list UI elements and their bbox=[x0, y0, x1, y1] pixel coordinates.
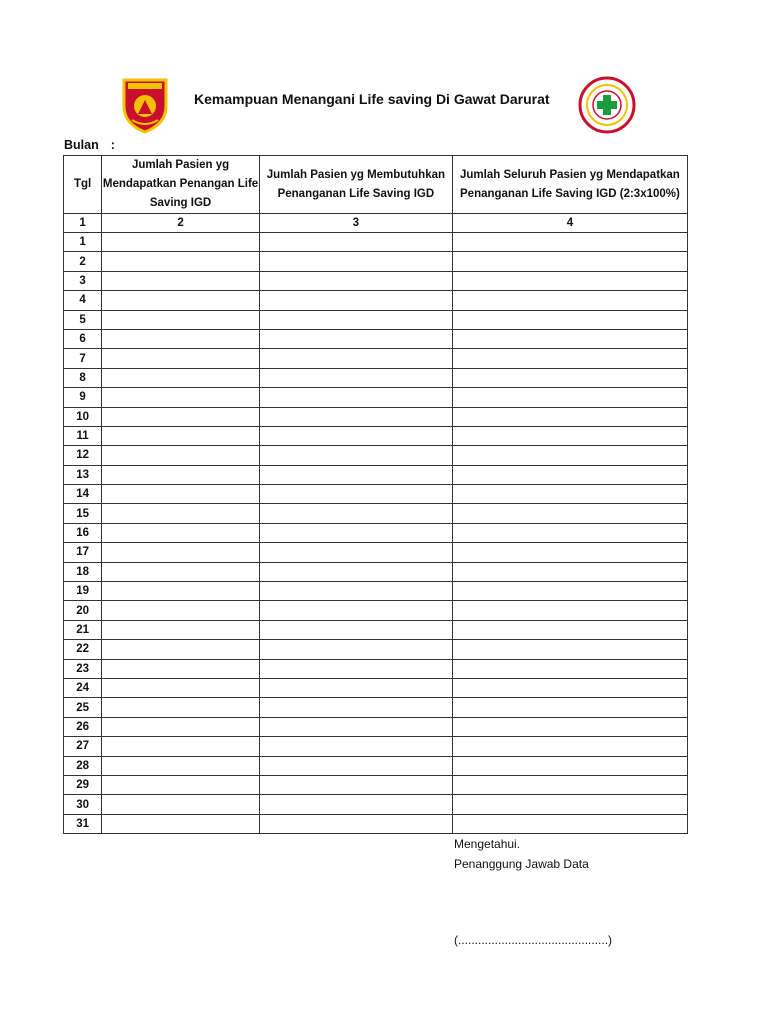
day-number: 23 bbox=[64, 659, 102, 678]
day-number: 8 bbox=[64, 368, 102, 387]
patients-needing-cell[interactable] bbox=[259, 368, 452, 387]
table-row bbox=[64, 271, 688, 290]
patients-treated-cell[interactable] bbox=[102, 368, 260, 387]
table-header-row bbox=[64, 156, 688, 214]
patients-needing-cell[interactable] bbox=[259, 698, 452, 717]
percentage-cell[interactable] bbox=[452, 446, 687, 465]
patients-treated-cell[interactable] bbox=[102, 233, 260, 252]
patients-needing-cell[interactable] bbox=[259, 388, 452, 407]
month-colon: : bbox=[110, 138, 115, 152]
patients-needing-cell[interactable] bbox=[259, 504, 452, 523]
percentage-cell[interactable] bbox=[452, 368, 687, 387]
header-tgl: Tgl bbox=[64, 156, 102, 214]
day-number: 30 bbox=[64, 795, 102, 814]
day-number: 10 bbox=[64, 407, 102, 426]
patients-treated-cell[interactable] bbox=[102, 601, 260, 620]
page-title: Kemampuan Menangani Life saving Di Gawat Darurat bbox=[194, 91, 550, 107]
table-row bbox=[64, 252, 688, 271]
patients-treated-cell[interactable] bbox=[102, 582, 260, 601]
signature-acknowledged: Mengetahui. bbox=[454, 837, 521, 851]
patients-treated-cell[interactable] bbox=[102, 349, 260, 368]
patients-treated-cell[interactable] bbox=[102, 291, 260, 310]
day-number: 4 bbox=[64, 291, 102, 310]
day-number: 16 bbox=[64, 523, 102, 542]
day-number: 17 bbox=[64, 543, 102, 562]
patients-treated-cell[interactable] bbox=[102, 814, 260, 833]
patients-needing-cell[interactable] bbox=[259, 814, 452, 833]
percentage-cell[interactable] bbox=[452, 291, 687, 310]
table-row bbox=[64, 523, 688, 542]
percentage-cell[interactable] bbox=[452, 543, 687, 562]
patients-treated-cell[interactable] bbox=[102, 310, 260, 329]
percentage-cell[interactable] bbox=[452, 310, 687, 329]
patients-treated-cell[interactable] bbox=[102, 756, 260, 775]
percentage-cell[interactable] bbox=[452, 678, 687, 697]
percentage-cell[interactable] bbox=[452, 659, 687, 678]
patients-treated-cell[interactable] bbox=[102, 329, 260, 348]
column-index: 3 bbox=[259, 214, 452, 233]
patients-needing-cell[interactable] bbox=[259, 543, 452, 562]
patients-treated-cell[interactable] bbox=[102, 504, 260, 523]
patients-treated-cell[interactable] bbox=[102, 795, 260, 814]
patients-needing-cell[interactable] bbox=[259, 601, 452, 620]
percentage-cell[interactable] bbox=[452, 504, 687, 523]
table-row bbox=[64, 368, 688, 387]
patients-needing-cell[interactable] bbox=[259, 620, 452, 639]
patients-treated-cell[interactable] bbox=[102, 717, 260, 736]
column-index: 2 bbox=[102, 214, 260, 233]
patients-needing-cell[interactable] bbox=[259, 775, 452, 794]
day-number: 14 bbox=[64, 485, 102, 504]
percentage-cell[interactable] bbox=[452, 349, 687, 368]
percentage-cell[interactable] bbox=[452, 601, 687, 620]
percentage-cell[interactable] bbox=[452, 465, 687, 484]
patients-needing-cell[interactable] bbox=[259, 349, 452, 368]
patients-treated-cell[interactable] bbox=[102, 678, 260, 697]
percentage-cell[interactable] bbox=[452, 523, 687, 542]
patients-treated-cell[interactable] bbox=[102, 562, 260, 581]
patients-treated-cell[interactable] bbox=[102, 620, 260, 639]
day-number: 5 bbox=[64, 310, 102, 329]
signature-role: Penanggung Jawab Data bbox=[454, 857, 589, 871]
patients-treated-cell[interactable] bbox=[102, 252, 260, 271]
table-row bbox=[64, 737, 688, 756]
day-number: 19 bbox=[64, 582, 102, 601]
percentage-cell[interactable] bbox=[452, 485, 687, 504]
percentage-cell[interactable] bbox=[452, 814, 687, 833]
patients-needing-cell[interactable] bbox=[259, 465, 452, 484]
patients-treated-cell[interactable] bbox=[102, 407, 260, 426]
percentage-cell[interactable] bbox=[452, 252, 687, 271]
day-number: 15 bbox=[64, 504, 102, 523]
patients-needing-cell[interactable] bbox=[259, 310, 452, 329]
percentage-cell[interactable] bbox=[452, 562, 687, 581]
patients-treated-cell[interactable] bbox=[102, 737, 260, 756]
percentage-cell[interactable] bbox=[452, 795, 687, 814]
day-number: 12 bbox=[64, 446, 102, 465]
patients-treated-cell[interactable] bbox=[102, 271, 260, 290]
day-number: 25 bbox=[64, 698, 102, 717]
table-row bbox=[64, 349, 688, 368]
patients-treated-cell[interactable] bbox=[102, 775, 260, 794]
patients-needing-cell[interactable] bbox=[259, 659, 452, 678]
day-number: 31 bbox=[64, 814, 102, 833]
patients-treated-cell[interactable] bbox=[102, 426, 260, 445]
percentage-cell[interactable] bbox=[452, 271, 687, 290]
table-row bbox=[64, 659, 688, 678]
percentage-cell[interactable] bbox=[452, 717, 687, 736]
table-row bbox=[64, 756, 688, 775]
table-row bbox=[64, 388, 688, 407]
day-number: 6 bbox=[64, 329, 102, 348]
day-number: 7 bbox=[64, 349, 102, 368]
patients-treated-cell[interactable] bbox=[102, 465, 260, 484]
day-number: 29 bbox=[64, 775, 102, 794]
table-row bbox=[64, 640, 688, 659]
month-label-text: Bulan bbox=[64, 138, 99, 152]
day-number: 27 bbox=[64, 737, 102, 756]
day-number: 24 bbox=[64, 678, 102, 697]
table-row bbox=[64, 795, 688, 814]
table-row bbox=[64, 291, 688, 310]
patients-needing-cell[interactable] bbox=[259, 291, 452, 310]
percentage-cell[interactable] bbox=[452, 775, 687, 794]
table-row bbox=[64, 233, 688, 252]
patients-needing-cell[interactable] bbox=[259, 737, 452, 756]
patients-treated-cell[interactable] bbox=[102, 659, 260, 678]
percentage-cell[interactable] bbox=[452, 640, 687, 659]
header-col-3: Jumlah Pasien yg Membutuhkan Penanganan Life Saving IGD bbox=[259, 156, 452, 214]
column-index-row bbox=[64, 214, 688, 233]
day-number: 18 bbox=[64, 562, 102, 581]
percentage-cell[interactable] bbox=[452, 620, 687, 639]
day-number: 26 bbox=[64, 717, 102, 736]
day-number: 3 bbox=[64, 271, 102, 290]
patients-needing-cell[interactable] bbox=[259, 678, 452, 697]
patients-needing-cell[interactable] bbox=[259, 271, 452, 290]
table-row bbox=[64, 446, 688, 465]
patients-needing-cell[interactable] bbox=[259, 640, 452, 659]
patients-treated-cell[interactable] bbox=[102, 523, 260, 542]
table-row bbox=[64, 601, 688, 620]
percentage-cell[interactable] bbox=[452, 407, 687, 426]
header-col-2: Jumlah Pasien yg Mendapatkan Penangan Life Saving IGD bbox=[102, 156, 260, 214]
day-number: 20 bbox=[64, 601, 102, 620]
table-row bbox=[64, 426, 688, 445]
percentage-cell[interactable] bbox=[452, 698, 687, 717]
table-row bbox=[64, 814, 688, 833]
patients-needing-cell[interactable] bbox=[259, 233, 452, 252]
day-number: 1 bbox=[64, 233, 102, 252]
day-number: 13 bbox=[64, 465, 102, 484]
day-number: 11 bbox=[64, 426, 102, 445]
percentage-cell[interactable] bbox=[452, 582, 687, 601]
table-row bbox=[64, 620, 688, 639]
patients-needing-cell[interactable] bbox=[259, 485, 452, 504]
table-row bbox=[64, 543, 688, 562]
signature-name-line: (.............................................) bbox=[454, 933, 613, 947]
percentage-cell[interactable] bbox=[452, 737, 687, 756]
table-row bbox=[64, 698, 688, 717]
header-col-4: Jumlah Seluruh Pasien yg Mendapatkan Penanganan Life Saving IGD (2:3x100%) bbox=[452, 156, 687, 214]
day-number: 21 bbox=[64, 620, 102, 639]
patients-needing-cell[interactable] bbox=[259, 252, 452, 271]
patients-needing-cell[interactable] bbox=[259, 795, 452, 814]
table-row bbox=[64, 485, 688, 504]
percentage-cell[interactable] bbox=[452, 233, 687, 252]
patients-needing-cell[interactable] bbox=[259, 562, 452, 581]
patients-needing-cell[interactable] bbox=[259, 407, 452, 426]
table-row bbox=[64, 310, 688, 329]
day-number: 22 bbox=[64, 640, 102, 659]
life-saving-table bbox=[63, 155, 688, 834]
table-row bbox=[64, 407, 688, 426]
table-row bbox=[64, 582, 688, 601]
patients-treated-cell[interactable] bbox=[102, 485, 260, 504]
regional-emblem-icon bbox=[118, 76, 172, 134]
patients-treated-cell[interactable] bbox=[102, 640, 260, 659]
patients-treated-cell[interactable] bbox=[102, 446, 260, 465]
patients-treated-cell[interactable] bbox=[102, 388, 260, 407]
patients-needing-cell[interactable] bbox=[259, 329, 452, 348]
table-row bbox=[64, 717, 688, 736]
percentage-cell[interactable] bbox=[452, 329, 687, 348]
table-row bbox=[64, 504, 688, 523]
column-index: 4 bbox=[452, 214, 687, 233]
patients-needing-cell[interactable] bbox=[259, 582, 452, 601]
percentage-cell[interactable] bbox=[452, 756, 687, 775]
table-row bbox=[64, 775, 688, 794]
percentage-cell[interactable] bbox=[452, 426, 687, 445]
month-label bbox=[64, 138, 115, 152]
column-index: 1 bbox=[64, 214, 102, 233]
table-row bbox=[64, 465, 688, 484]
hospital-cross-emblem-icon bbox=[578, 76, 636, 134]
patients-needing-cell[interactable] bbox=[259, 446, 452, 465]
patients-needing-cell[interactable] bbox=[259, 756, 452, 775]
day-number: 9 bbox=[64, 388, 102, 407]
patients-needing-cell[interactable] bbox=[259, 426, 452, 445]
table-row bbox=[64, 562, 688, 581]
patients-treated-cell[interactable] bbox=[102, 698, 260, 717]
percentage-cell[interactable] bbox=[452, 388, 687, 407]
patients-needing-cell[interactable] bbox=[259, 523, 452, 542]
table-row bbox=[64, 678, 688, 697]
patients-needing-cell[interactable] bbox=[259, 717, 452, 736]
patients-treated-cell[interactable] bbox=[102, 543, 260, 562]
day-number: 28 bbox=[64, 756, 102, 775]
day-number: 2 bbox=[64, 252, 102, 271]
table-row bbox=[64, 329, 688, 348]
